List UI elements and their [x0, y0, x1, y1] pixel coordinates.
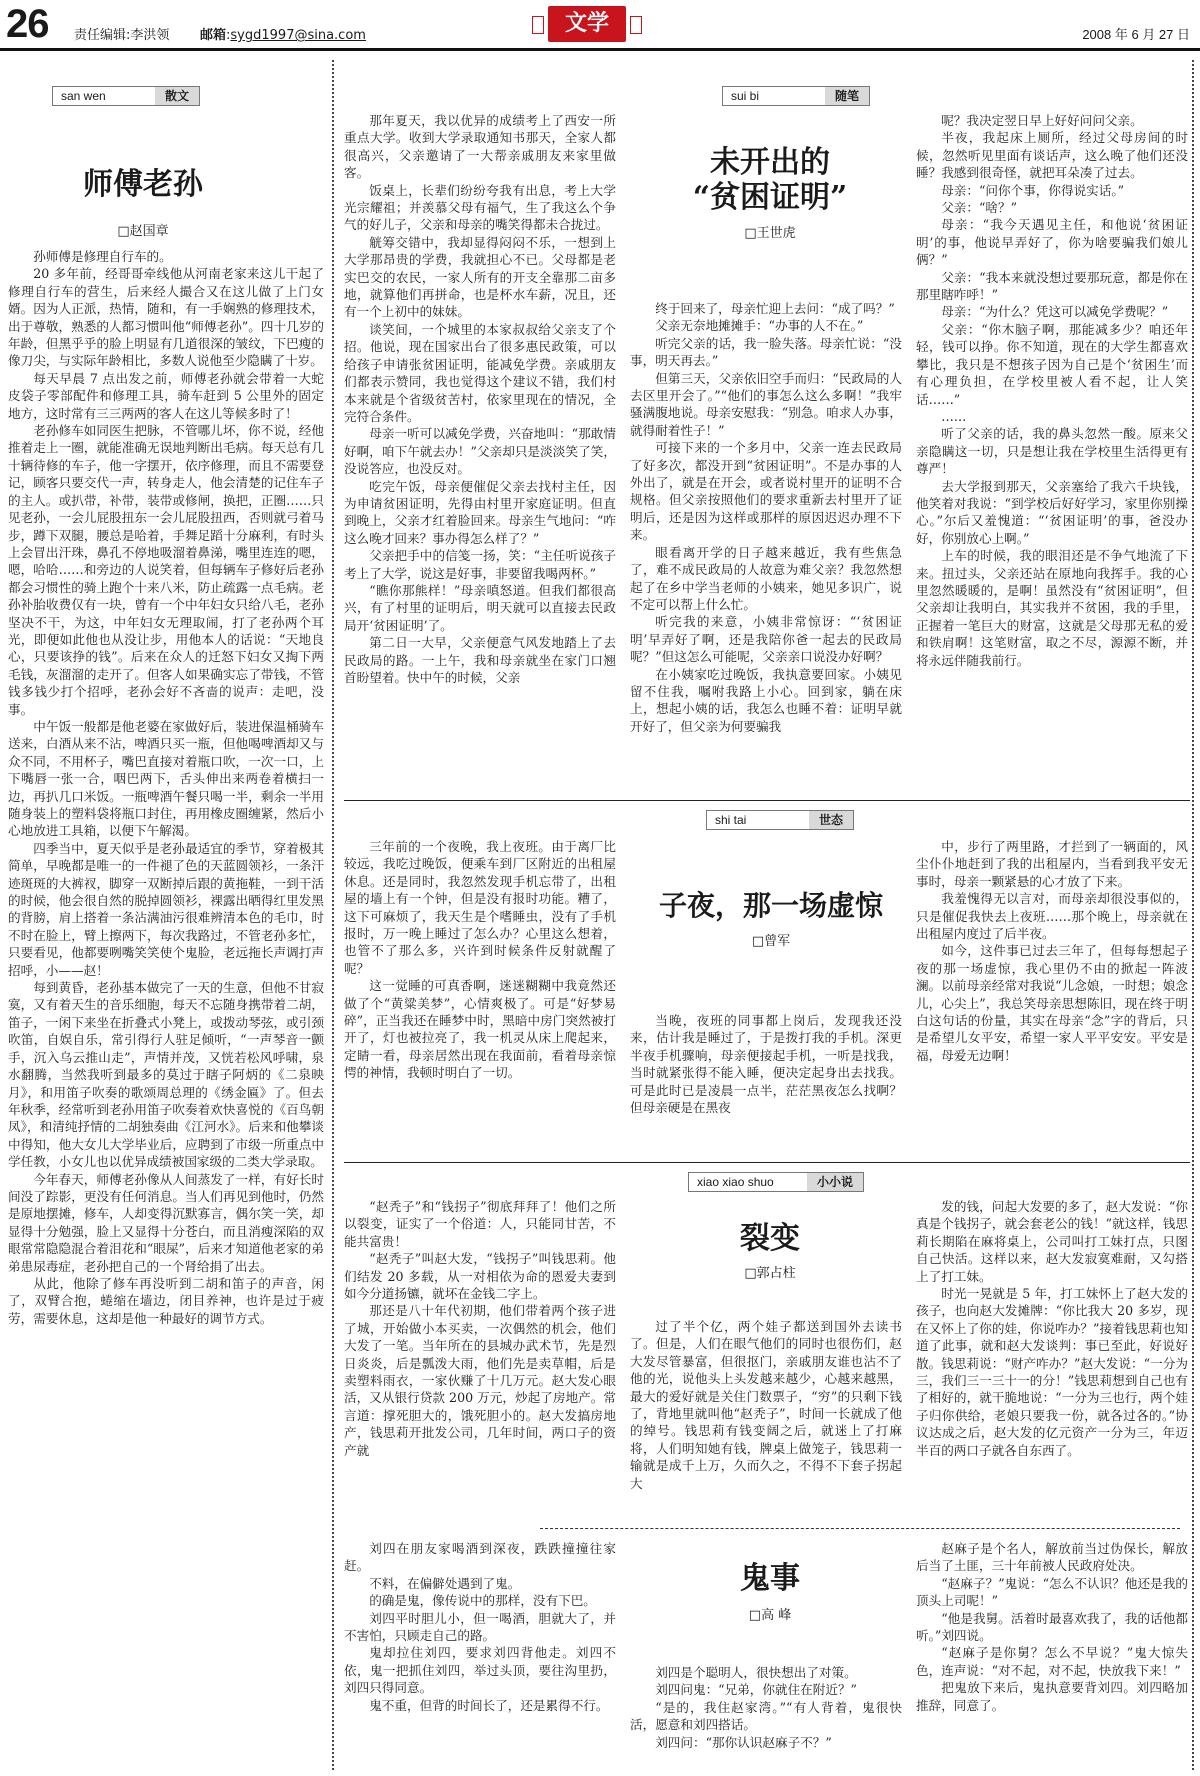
paragraph: 饭桌上，长辈们纷纷夸我有出息，考上大学光宗耀祖；并羡慕父母有福气，生了我这么个争气的好儿子，父亲和母亲的嘴笑得都未合拢过。	[344, 182, 616, 233]
paragraph: 老孙修车如同医生把脉，不管哪儿坏，你不说，经他推着走上一圈，就能准确无误地判断出毛病。每天总有几十辆待修的车子，他一字摆开，依序修理，而且不需要登记，顾客只要交代一声，转身走人，他会清楚的记住车子的主人。或扒带，补带，装带或修闸，换把，正圈……只见老孙，一会儿屁股扭东一会儿屁股扭西，否则就弓着马步，蹲下双腿，腰总是哈着，手舞足蹈十分麻利，有时头上会冒出汗珠，鼻孔不停地吸溜着鼻涕，嘴里连连的嗯，嗯，哈哈……和旁边的人说笑着，但每辆车子修好后老孙都会习惯性的骑上跑个十来八米，防止疏露一点毛病。老孙补胎收费仅有一块，曾有一个中年妇女只给八毛，老孙坚决不干，为这，中年妇女无理取闹，打了老孙两个耳光，即便如此他也从没让步，用他本人的话说：“天地良心，只要该挣的钱”。后来在众人的迁怒下妇女又掏下两毛钱，灰溜溜的走开了。但客人如果确实忘了带钱，不管钱多钱少打个招呼，老孙会好不吝啬的说声：走吧，没事。	[8, 423, 324, 717]
paragraph: 那还是八十年代初期，他们带着两个孩子进了城，开始做小本买卖，一次偶然的机会，他们大发了一笔。当年所在的县城办武术节，先是烈日炎炎，后是瓢泼大雨，他们先是卖草帽，后是卖塑料雨衣，一家伙赚了十几万元。赵大发心眼活，又从银行贷款 200 万元，炒起了房地产。常言道：撑死胆大的，饿死胆小的。赵大发搞房地产，钱思莉开批发公司，几年时间，两口子的资产就	[344, 1303, 616, 1458]
paragraph: 赵麻子是个名人，解放前当过伪保长，解放后当了土匪，三十年前被人民政府处决。	[916, 1541, 1188, 1574]
paragraph: “赵秃子”和“钱拐子”彻底拜拜了！他们之所以裂变，证实了一个俗道：人，只能同甘苦，不能共富贵！	[344, 1199, 616, 1249]
column-separator-right	[1192, 60, 1194, 1770]
paragraph: 去大学报到那天，父亲塞给了我六千块钱，他笑着对我说：“到学校后好好学习，家里你别操心。”尔后又羞愧道：“‘贫困证明’的事，爸没办好，你别放心上啊。”	[916, 478, 1188, 546]
tag-pinyin: sui bi	[723, 87, 825, 105]
paragraph: 半夜，我起床上厕所，经过父母房间的时候，忽然听见里面有谈话声，这么晚了他们还没睡？我感到很奇怪，就把耳朵凑了过去。	[916, 130, 1188, 181]
liebian-author: □郭占柱	[744, 1266, 796, 1281]
section-badge: 文学	[548, 6, 626, 42]
editor-credit: 责任编辑:李洪领	[74, 28, 170, 43]
paragraph: 第二日一大早，父亲便意气风发地踏上了去民政局的路。一上午，我和母亲就坐在家门口翘首盼望着。快中午的时候，父亲	[344, 635, 616, 685]
shitai-column-3	[916, 838, 1188, 1158]
paragraph: 鬼不重，但背的时间长了，还是累得不行。	[369, 1697, 609, 1713]
paragraph: 如今，这件事已过去三年了，但每每想起子夜的那一场虚惊，我心里仍不由的掀起一阵波澜。以前母亲经常对我说“儿念娘，一时想；娘念儿，心尖上”，我总笑母亲思想陈旧，现在终于明白这句话的份量，其实在母亲“念”字的背后，只是希望儿女平安，希望一家人平平安安。平安是福，母爱无边啊！	[916, 943, 1188, 1063]
page-number: 26	[6, 2, 49, 46]
paragraph: 那年夏天，我以优异的成绩考上了西安一所重点大学。收到大学录取通知书那天，全家人都很高兴，父亲邀请了一大帮亲戚朋友来家里做客。	[344, 113, 616, 181]
paragraph: 父亲无奈地摊摊手：“办事的人不在。”	[655, 318, 864, 334]
paragraph: 鬼却拉住刘四，要求刘四背他走。刘四不依，鬼一把抓住刘四，举过头顶，要往沟里扔，刘四只得同意。	[344, 1645, 616, 1696]
suibi-column-3	[916, 112, 1188, 792]
tag-chinese: 小小说	[807, 1173, 863, 1191]
paragraph: 听完我的来意，小姨非常惊讶：“‘贫困证明’早弄好了啊，还是我陪你爸一起去的民政局呢？”但这怎么可能呢，父亲亲口说没办好啊？	[630, 614, 902, 665]
suibi-title-line2: “贫困证明”	[692, 179, 848, 215]
paragraph: 父亲把手中的信笺一扬，笑：“主任听说孩子考上了大学，说这是好事，非要留我喝两杯。”	[344, 548, 616, 581]
paragraph: 刘四问：“那你认识赵麻子不？”	[655, 1734, 832, 1750]
suibi-section-tag	[722, 86, 870, 106]
paragraph: 三年前的一个夜晚，我上夜班。由于离厂比较远，我吃过晚饭，便乘车到厂区附近的出租屋休息。还是同时，我忽然发现手机忘带了，出租屋的墙上有一个钟，但是没有报时功能。糟了，这下可麻烦了，我天生是个嗜睡虫，没有了手机报时，万一晚上睡过了怎么办？心里这么想着，也管不了那么多，兴许到时候条件反射就醒了呢？	[344, 839, 616, 976]
paragraph: 孙师傅是修理自行车的。	[33, 249, 172, 264]
paragraph: 但第三天，父亲依旧空手而归：“民政局的人去区里开会了。”“他们的事怎么这么多啊！”我牢骚满腹地说。母亲安慰我：“别急。咱求人办事，就得耐着性子！”	[630, 370, 902, 438]
mailbox-label: 邮箱	[200, 28, 227, 43]
paragraph: “是的，我住赵家湾。”“有人背着，鬼很快活，愿意和刘四搭话。	[630, 1699, 902, 1733]
suibi-title	[640, 146, 900, 215]
tag-pinyin: xiao xiao shuo	[689, 1173, 807, 1191]
shitai-author: □曾军	[751, 934, 791, 949]
sanwen-body	[8, 248, 324, 1768]
paragraph: 刘四平时胆儿小，但一喝酒，胆就大了，并不害怕，只顾走自己的路。	[344, 1610, 616, 1644]
paragraph: 终于回来了，母亲忙迎上去问：“成了吗？”	[655, 301, 895, 316]
paragraph: ……	[941, 408, 967, 424]
sanwen-section-tag	[52, 86, 200, 106]
paragraph: “赵麻子？”鬼说：“怎么不认识？他还是我的顶头上司呢！”	[916, 1575, 1188, 1609]
paragraph: 每天早晨 7 点出发之前，师傅老孙就会带着一大蛇皮袋子零部配件和修理工具，骑车赶到 5 公里外的固定地方，这时常有三三两两的客人在这儿等候多时了！	[8, 370, 324, 421]
paragraph: 母亲：“为什么？凭这可以减免学费呢？”	[941, 304, 1169, 320]
tag-chinese: 随笔	[825, 87, 869, 105]
column-separator	[332, 60, 334, 1770]
story-divider	[540, 1528, 1180, 1529]
paragraph: 上车的时候，我的眼泪还是不争气地流了下来。扭过头，父亲还站在原地向我挥手。我的心里忽然暖暖的，是啊！虽然没有“贫困证明”，但父亲却让我明白，其实我并不贫困，我的手里，正握着一笔巨大的财富，这就是父母那无私的爱和铁肩啊！这笔财富，取之不尽，源源不断，并将永远伴随我前行。	[916, 548, 1188, 668]
paragraph: 把鬼放下来后，鬼执意要背刘四。刘四略加推辞，同意了。	[916, 1680, 1188, 1713]
guishi-title: 鬼事	[740, 1561, 800, 1596]
shitai-column-1	[344, 838, 616, 1158]
paragraph: 父亲：“啥？”	[941, 200, 1018, 216]
suibi-column-1	[344, 112, 616, 792]
section-rule	[344, 800, 1190, 801]
tag-chinese: 世态	[809, 811, 853, 829]
paragraph: 听完父亲的话，我一脸失落。母亲忙说：“没事，明天再去。”	[630, 335, 902, 369]
mailbox: 邮箱:sygd1997@sina.com	[200, 28, 366, 43]
shitai-section-tag	[706, 810, 854, 830]
mailbox-link[interactable]: sygd1997@sina.com	[230, 28, 366, 43]
header-rule	[0, 48, 1200, 51]
paragraph: 听了父亲的话，我的鼻头忽然一酸。原来父亲隐瞒这一切，只是想让我在学校里生活得更有尊严！	[916, 426, 1188, 477]
suibi-title-line1: 未开出的	[710, 145, 830, 180]
paragraph: 觥筹交错中，我却显得闷闷不乐，一想到上大学那昂贵的学费，我就担心不已。父母都是老实巴交的农民，一家人所有的开支全靠那二亩多地，就算他们再拼命，也是杯水车薪，况且，还有一个上初中的妹妹。	[344, 234, 616, 320]
tag-pinyin: san wen	[53, 87, 155, 105]
guishi-column-3	[916, 1540, 1188, 1768]
paragraph: 刘四问鬼：“兄弟，你就住在附近？”	[655, 1682, 857, 1698]
paragraph: 刘四在朋友家喝酒到深夜，跌跌撞撞往家赶。	[344, 1541, 616, 1574]
paragraph: 当晚，夜班的同事都上岗后，发现我还没来，估计我是睡过了，于是拨打我的手机。深更半夜手机骤响，母亲便接起手机，一听是找我，当时就紧张得不能入睡，便决定起身出去找我。可是此时已是凌晨一点半，茫茫黑夜怎么找啊？但母亲硬是在黑夜	[630, 1013, 902, 1116]
liebian-title: 裂变	[740, 1221, 800, 1256]
shitai-title: 子夜，那一场虚惊	[658, 889, 883, 922]
paragraph: 可接下来的一个多月中，父亲一连去民政局了好多次，都没开到“贫困证明”。不是办事的人外出了，就是在开会，或者说村里开的证明不合规格。但父亲按照他们的要求重新去村里开了证明后，还是因为这样或那样的原因迟迟办理不下来。	[630, 440, 902, 543]
paragraph: 母亲：“我今天遇见主任，和他说‘贫困证明’的事，他说早弄好了，你为啥要骗我们娘儿俩？”	[916, 217, 1188, 268]
tag-pinyin: shi tai	[707, 811, 809, 829]
paragraph: 时光一晃就是 5 年，打工妹怀上了赵大发的孩子，也向赵大发摊牌：“你比我大 20 多岁，现在又怀上了你的娃，你说咋办？”接着钱思莉也知道了此事，就和赵大发谈判：事已至此，好说好散。钱思莉说：“财产咋办？”赵大发说：“一分为三，我们三一三十一的分！”钱思莉想到自己也有了相好的，就干脆地说：“一分为三也行，两个娃子归你供给，老娘只要我一份，就各过各的。”协议达成之后，赵大发的亿元资产一分为三，年迈半百的两口子就各自东西了。	[916, 1286, 1188, 1458]
paragraph: 今年春天，师傅老孙像从人间蒸发了一样，有好长时间没了踪影，更没有任何消息。当人们再见到他时，仍然是原地摆摊，修车，人却变得沉默寡言，偶尔笑一笑，却显得十分勉强，脸上又显得十分苍白，而且消瘦深陷的双眼常常隐隐混合着泪花和“眼屎”，后来才知道他老家的弟弟患尿毒症，老孙把自己的一个肾给捐了出去。	[8, 1171, 324, 1274]
paragraph: “赵秃子”叫赵大发，“钱拐子”叫钱思莉。他们结发 20 多载，从一对相依为命的恩爱夫妻到如今分道扬镳，就坏在金钱二字上。	[344, 1251, 616, 1302]
shitai-column-2	[630, 1012, 902, 1158]
paragraph: 从此，他除了修车再没听到二胡和笛子的声音，闲了，双臂合抱，蜷缩在墙边，闭目养神，也许是过于疲劳，需要休息，这却是他一种最好的调节方式。	[8, 1275, 324, 1326]
paragraph: 呢？我决定翌日早上好好问问父亲。	[941, 113, 1143, 128]
paragraph: 我羞愧得无以言对，而母亲却很没事似的，只是催促我快去上夜班……那个晚上，母亲就在出租屋内度过了后半夜。	[916, 891, 1188, 942]
paragraph: 四季当中，夏天似乎是老孙最适宜的季节，穿着极其简单，早晚都是唯一的一件褪了色的天蓝圆领衫，一条汗迹斑斑的大裤衩，脚穿一双断掉后跟的黄拖鞋，一到干活的时候，他会很自然的脱掉圆领衫，裸露出晒得红里发黑的背膀，肩上搭着一条沾满油污很难辨清本色的毛巾，时不时在脸上，臂上擦两下，每次我路过，不管老孙多忙，只要看见，他都要咧嘴笑笑使个鬼脸，老远拖长声调打声招呼，小——赵！	[8, 840, 324, 978]
tag-chinese: 散文	[155, 87, 199, 105]
sanwen-title: 师傅老孙	[83, 167, 203, 202]
guishi-author: □高 峰	[748, 1608, 792, 1623]
xiaoxiaoshuo-section-tag	[688, 1172, 864, 1192]
paragraph: 过了半个亿，两个娃子都送到国外去读书了。但是，人们在眼气他们的同时也很伤们，赵大发尽管暴富，但很抠门，亲戚朋友谁也沾不了他的光，说他头上头发越来越少，心越来越黑，最大的爱好就是关住门数票子，“穷”的只剩下钱了，背地里就叫他“赵秃子”，时间一长就成了他的绰号。钱思莉有钱变阔之后，就迷上了打麻将，人们明知她有钱，牌桌上做笼子，钱思莉一输就是成千上万，久而久之，不得不下套子拐起大	[630, 1319, 902, 1491]
paragraph: 发的钱，问起大发要的多了，赵大发说：“你真是个钱拐子，就会套老公的钱！”就这样，钱思莉长期陷在麻将桌上，公司叫打工妹打点，只图自己快活。这样以来，赵大发寂寞难耐，又勾搭上了打工妹。	[916, 1199, 1188, 1284]
paragraph: 不料，在偏僻处遇到了鬼。	[369, 1575, 521, 1591]
paragraph: “瞧你那熊样！”母亲嗔怒道。但我们都很高兴，有了村里的证明后，明天就可以直接去民政局开‘贫困证明’了。	[344, 582, 616, 633]
liebian-column-3	[916, 1198, 1188, 1518]
paragraph: “他是我舅。活着时最喜欢我了，我的话他都听。”刘四说。	[916, 1610, 1188, 1644]
paragraph: 母亲：“问你个事，你得说实话。”	[941, 182, 1125, 198]
paragraph: 这一觉睡的可真香啊，迷迷糊糊中我竟然还做了个“黄粱美梦”，心情爽极了。可是“好梦易碎”，正当我还在睡梦中时，黑暗中房门突然被打开了，灯也被拉亮了，我一机灵从床上爬起来，定睛一看，母亲居然出现在我面前，看着母亲惊愕的神情，我顿时明白了一切。	[344, 978, 616, 1081]
suibi-column-2	[630, 300, 902, 792]
paragraph: 眼看离开学的日子越来越近，我有些焦急了，难不成民政局的人故意为难父亲？我忽然想起了在乡中学当老师的小姨来，她见多识广，说不定可以帮上什么忙。	[630, 544, 902, 612]
paragraph: 母亲一听可以减免学费，兴奋地叫：“那敢情好啊，咱下午就去办！”父亲却只是淡淡笑了笑，没说答应，也没反对。	[344, 426, 616, 477]
paragraph: 刘四是个聪明人，很快想出了对策。	[655, 1665, 857, 1680]
liebian-column-1	[344, 1198, 616, 1518]
paragraph: 每到黄昏，老孙基本做完了一天的生意，但他不甘寂寞，又有着天生的音乐细胞，每天不忘随身携带着二胡，笛子，一闲下来坐在折叠式小凳上，或拨动琴弦，或引颈吹笛，自娱自乐，常引得行人驻足倾听，“一声琴音一颤手，沉入乌云推山走”，声情并茂，又恍若松风呼啸，泉水翻腾，当然我听到最多的莫过于瞎子阿炳的《二泉映月》，和用笛子吹奏的歌颂周总理的《绣金匾》了。但去年秋季，经常听到老孙用笛子吹奏着欢快喜悦的《百鸟朝凤》，和清纯抒情的二胡独奏曲《江河水》。后来和他攀谈中得知，他大女儿大学毕业后，应聘到了市级一所重点中学任教，小女儿也以优异成绩被国家级的二类大学录取。	[8, 980, 324, 1170]
paragraph: 20 多年前，经哥哥牵线他从河南老家来这儿干起了修理自行车的营生，后来经人撮合又在这儿做了上门女婿。因为人正派，热情，随和，有一手娴熟的修理技术，出于尊敬，熟悉的人都习惯叫他“师傅老孙”。四十几岁的年龄，但黑乎乎的脸上明显有几道很深的皱纹，下巴瘦的像刀尖，与实际年龄相比，多数人说他至少隐瞒了十岁。	[8, 266, 324, 369]
paragraph: 谈笑间，一个城里的本家叔叔给父亲支了个招。他说，现在国家出台了很多惠民政策，可以给孩子申请张贫困证明，能减免学费。亲戚朋友们都表示赞同，我也觉得这个建议不错，我们村本来就是个省级贫苦村，依家里现在的情况，全完符合条件。	[344, 321, 616, 424]
paragraph: 中午饭一般都是他老婆在家做好后，装进保温桶骑车送来，白酒从来不沾，啤酒只买一瓶，但他喝啤酒却又与众不同，不用杯子，嘴巴直接对着瓶口吹，一次一口，上下嘴唇一张一合，咽巴两下，舌头伸出来两卷着横扫一边，再扒几口米饭。一瓶啤酒午餐只喝一半，剩余一半用随身装上的塑料袋将瓶口封住，再用橡皮圈缠紧，然后小心地放进工具箱，以便下午解渴。	[8, 718, 324, 839]
paragraph: 在小姨家吃过晚饭，我执意要回家。小姨见留不住我，嘱咐我路上小心。回到家，躺在床上，想起小姨的话，我怎么也睡不着：证明早就开好了，但父亲为何要骗我	[630, 666, 902, 734]
paragraph: 吃完午饭，母亲便催促父亲去找村主任，因为申请贫困证明，先得由村里开家庭证明。但直到晚上，父亲才红着脸回来。母亲生气地问：“咋这么晚才回来？事办得怎么样了？”	[344, 478, 616, 546]
paragraph: 父亲：“我本来就没想过要那玩意，都是你在那里瞎咋呼！”	[916, 269, 1188, 303]
section-rule	[344, 1162, 1190, 1163]
suibi-author: □王世虎	[744, 226, 796, 241]
paragraph: 的确是鬼，像传说中的那样，没有下巴。	[369, 1593, 596, 1609]
paragraph: 父亲：“你木脑子啊，那能减多少？咱还年轻，钱可以挣。你不知道，现在的大学生都喜欢攀比，我只是不想孩子因为自己是个‘贫困生’而有心理负担，在学校里被人看不起，让人笑话……”	[916, 321, 1188, 407]
issue-date: 2008 年 6 月 27 日	[1082, 27, 1190, 42]
guishi-column-1	[344, 1540, 616, 1768]
liebian-column-2	[630, 1318, 902, 1518]
paragraph: 中，步行了两里路，才拦到了一辆面的，风尘仆仆地赶到了我的出租屋内，当看到我平安无事时，母亲一颗紧悬的心才放了下来。	[916, 839, 1188, 889]
sanwen-author: □赵国章	[117, 224, 169, 239]
paragraph: “赵麻子是你舅？怎么不早说？”鬼大惊失色，连声说：“对不起，对不起，快放我下来！”	[916, 1645, 1188, 1678]
guishi-column-2	[630, 1664, 902, 1768]
